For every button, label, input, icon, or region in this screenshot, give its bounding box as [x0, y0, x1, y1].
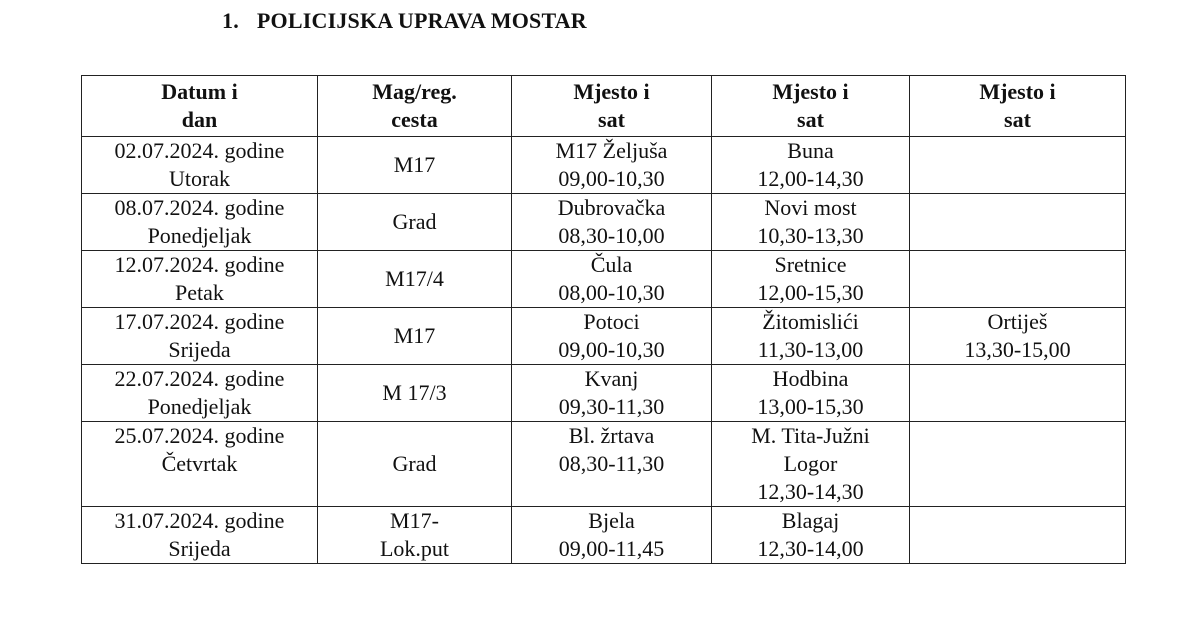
cell-line: Ponedjeljak — [147, 394, 252, 419]
header-line: Mjesto i — [573, 79, 650, 104]
date-day-cell — [82, 365, 318, 422]
cell-line: Ponedjeljak — [147, 223, 252, 248]
cell-line: Hodbina — [772, 366, 849, 391]
cell-line: 13,30-15,00 — [964, 337, 1071, 362]
header-road — [318, 76, 512, 137]
cell-line: Potoci — [583, 309, 640, 334]
place-time-cell-3 — [910, 365, 1126, 422]
header-line: sat — [797, 107, 824, 132]
cell-line: 25.07.2024. godine — [114, 423, 285, 448]
cell-line: Dubrovačka — [557, 195, 666, 220]
cell-line: Logor — [783, 451, 838, 476]
cell-line: 11,30-13,00 — [757, 337, 864, 362]
table-row — [82, 422, 1126, 507]
header-date-day — [82, 76, 318, 137]
road-cell — [318, 137, 512, 194]
road-label: Grad — [392, 209, 437, 234]
place-time-cell-3 — [910, 251, 1126, 308]
road-label: Lok.put — [379, 536, 450, 561]
place-time-cell-1 — [512, 137, 712, 194]
cell-line: 08,30-11,30 — [558, 451, 665, 476]
cell-line: Bjela — [588, 508, 635, 533]
cell-line: M17 Željuša — [555, 138, 668, 163]
header-line: dan — [181, 107, 218, 132]
cell-line: 12,00-14,30 — [757, 166, 864, 191]
cell-line: Utorak — [168, 166, 231, 191]
table-row — [82, 308, 1126, 365]
road-label: M17 — [393, 152, 436, 177]
table-row — [82, 137, 1126, 194]
cell-line: M. Tita-Južni — [751, 423, 870, 448]
date-day-cell — [82, 308, 318, 365]
cell-line: 09,00-10,30 — [558, 166, 665, 191]
cell-line: Ortiješ — [987, 309, 1048, 334]
cell-line: Srijeda — [168, 536, 231, 561]
place-time-cell-1 — [512, 422, 712, 507]
cell-line: 08,30-10,00 — [558, 223, 665, 248]
cell-line: Blagaj — [781, 508, 840, 533]
cell-line: 31.07.2024. godine — [114, 508, 285, 533]
cell-line: Sretnice — [774, 252, 847, 277]
cell-line: 17.07.2024. godine — [114, 309, 285, 334]
header-place-time-3 — [910, 76, 1126, 137]
cell-line: Čula — [590, 252, 633, 277]
cell-line: 08.07.2024. godine — [114, 195, 285, 220]
date-day-cell — [82, 507, 318, 564]
header-place-time-1 — [512, 76, 712, 137]
cell-line: 12.07.2024. godine — [114, 252, 285, 277]
road-label: Grad — [392, 451, 437, 476]
place-time-cell-3 — [910, 507, 1126, 564]
header-line: sat — [598, 107, 625, 132]
cell-line: 13,00-15,30 — [757, 394, 864, 419]
date-day-cell — [82, 251, 318, 308]
place-time-cell-1 — [512, 308, 712, 365]
place-time-cell-1 — [512, 251, 712, 308]
place-time-cell-3 — [910, 137, 1126, 194]
header-place-time-2 — [712, 76, 910, 137]
road-cell — [318, 194, 512, 251]
cell-line: Bl. žrtava — [568, 423, 655, 448]
table-row — [82, 507, 1126, 564]
date-day-cell — [82, 194, 318, 251]
cell-line: 12,30-14,30 — [757, 479, 864, 504]
cell-line: 10,30-13,30 — [757, 223, 864, 248]
schedule-table — [81, 75, 1126, 564]
place-time-cell-2 — [712, 308, 910, 365]
place-time-cell-2 — [712, 365, 910, 422]
heading-title: POLICIJSKA UPRAVA MOSTAR — [256, 8, 587, 33]
cell-line: 12,30-14,00 — [757, 536, 864, 561]
place-time-cell-2 — [712, 251, 910, 308]
place-time-cell-1 — [512, 194, 712, 251]
cell-line: 02.07.2024. godine — [114, 138, 285, 163]
road-cell — [318, 365, 512, 422]
table-row — [82, 251, 1126, 308]
road-cell — [318, 251, 512, 308]
cell-line: 09,00-11,45 — [558, 536, 665, 561]
header-line: Mag/reg. — [372, 79, 457, 104]
date-day-cell — [82, 422, 318, 507]
place-time-cell-2 — [712, 422, 910, 507]
cell-line: Buna — [787, 138, 834, 163]
place-time-cell-2 — [712, 507, 910, 564]
cell-line: 12,00-15,30 — [757, 280, 864, 305]
cell-line: 09,00-10,30 — [558, 337, 665, 362]
place-time-cell-3 — [910, 308, 1126, 365]
road-label: M 17/3 — [382, 380, 447, 405]
header-line: sat — [1004, 107, 1031, 132]
place-time-cell-2 — [712, 137, 910, 194]
document-heading — [222, 8, 587, 34]
table-body — [82, 137, 1126, 564]
cell-line: Petak — [175, 280, 224, 305]
place-time-cell-1 — [512, 507, 712, 564]
place-time-cell-3 — [910, 194, 1126, 251]
road-cell — [318, 507, 512, 564]
header-line: cesta — [391, 107, 438, 132]
header-row — [82, 76, 1126, 137]
header-line: Mjesto i — [772, 79, 849, 104]
cell-line: Novi most — [764, 195, 857, 220]
road-cell — [318, 422, 512, 507]
cell-line: Kvanj — [584, 366, 639, 391]
place-time-cell-3 — [910, 422, 1126, 507]
header-line: Datum i — [161, 79, 238, 104]
cell-line: Četvrtak — [161, 451, 238, 476]
cell-line: 22.07.2024. godine — [114, 366, 285, 391]
place-time-cell-2 — [712, 194, 910, 251]
cell-line: Srijeda — [168, 337, 231, 362]
cell-line: 08,00-10,30 — [558, 280, 665, 305]
place-time-cell-1 — [512, 365, 712, 422]
heading-number: 1. — [222, 8, 239, 33]
header-line: Mjesto i — [979, 79, 1056, 104]
table-row — [82, 365, 1126, 422]
date-day-cell — [82, 137, 318, 194]
road-label: M17/4 — [385, 266, 444, 291]
road-cell — [318, 308, 512, 365]
cell-line: Žitomislići — [762, 309, 859, 334]
road-label: M17- — [390, 508, 439, 533]
cell-line: 09,30-11,30 — [558, 394, 665, 419]
road-label: M17 — [393, 323, 436, 348]
table-row — [82, 194, 1126, 251]
table-header — [82, 76, 1126, 137]
